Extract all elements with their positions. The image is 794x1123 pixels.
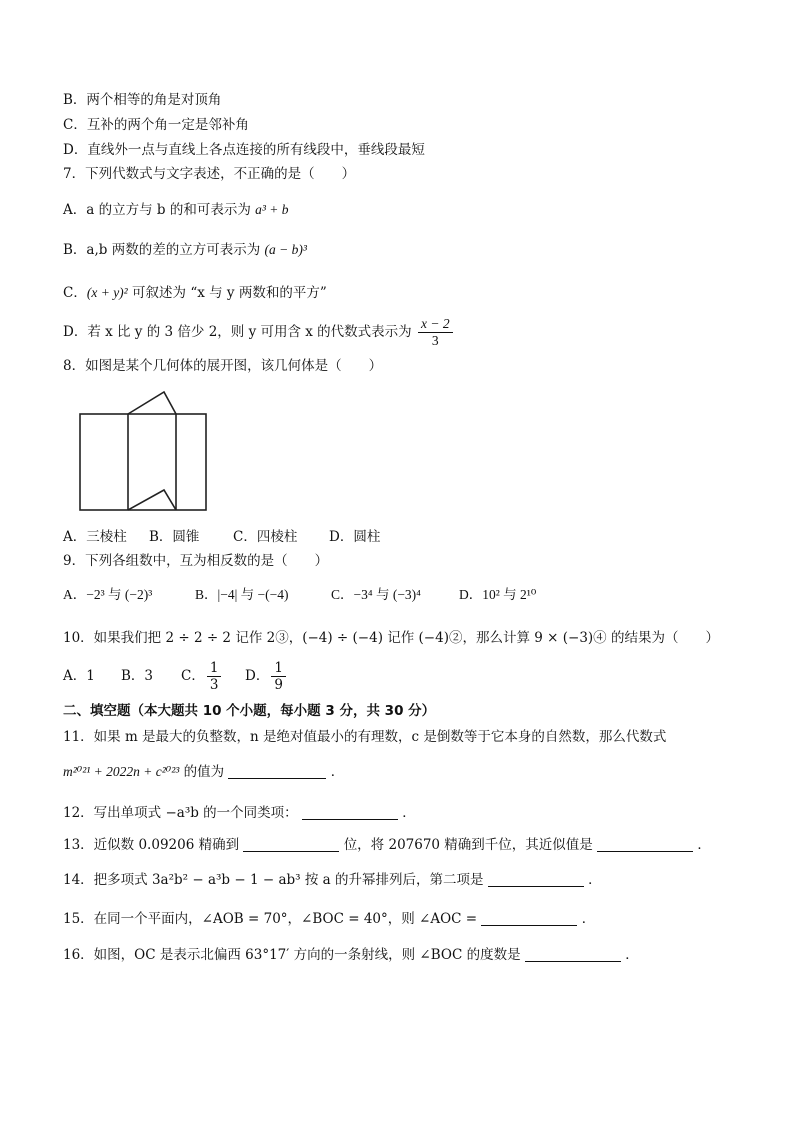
q7-option-d-fraction — [418, 316, 453, 349]
q7-option-b-text: B．a,b 两数的差的立方可表示为 — [63, 242, 261, 258]
q14 — [63, 870, 602, 890]
q13-part2: 位，将 207670 精确到千位，其近似值是 — [343, 837, 593, 853]
q10-option-c-fraction — [207, 660, 222, 693]
q9-option-b: B．|−4| 与 −(−4) — [195, 587, 289, 602]
q13-end: ． — [697, 837, 711, 853]
q8-option-a: A．三棱柱 — [63, 529, 127, 545]
q9-stem: 9．下列各组数中，互为相反数的是（ ） — [63, 553, 329, 569]
q14-text: 14．把多项式 3a²b² − a³b − 1 − ab³ 按 a 的升幂排列后，第二项是 — [63, 872, 484, 888]
q12-answer-blank[interactable] — [302, 805, 398, 820]
q10-option-d-fraction — [271, 660, 286, 693]
q16-text: 16．如图，OC 是表示北偏西 63°17′ 方向的一条射线，则 ∠BOC 的度数是 — [63, 947, 521, 963]
q7-option-c-expr: (x + y)² — [86, 285, 128, 300]
q11-suffix: 的值为 — [183, 764, 225, 780]
q10-option-c-label: C． — [181, 668, 205, 684]
q12 — [63, 803, 416, 823]
q10-option-d-numerator: 1 — [271, 660, 286, 677]
q10-option-c-numerator: 1 — [207, 660, 222, 677]
q7-option-b-expr: (a − b)³ — [264, 242, 307, 257]
q14-end: ． — [588, 872, 602, 888]
q10-option-a: A．1 — [63, 668, 95, 684]
q9-option-a: A．−2³ 与 (−2)³ — [63, 587, 153, 602]
q15 — [63, 909, 595, 929]
q8-options — [63, 527, 380, 547]
section-2-heading: 二、填空题（本大题共 10 个小题，每小题 3 分，共 30 分） — [63, 703, 436, 719]
q10-option-c-denominator: 3 — [209, 677, 219, 693]
q15-answer-blank[interactable] — [481, 911, 577, 926]
q7-option-a-expr: a³ + b — [255, 202, 289, 217]
q13-part1: 13．近似数 0.09206 精确到 — [63, 837, 240, 853]
q8-stem: 8．如图是某个几何体的展开图，该几何体是（ ） — [63, 358, 383, 374]
q6-option-d: D．直线外一点与直线上各点连接的所有线段中，垂线段最短 — [63, 142, 425, 158]
q10-stem: 10．如果我们把 2 ÷ 2 ÷ 2 记作 2③，(−4) ÷ (−4) 记作 (−4)②，那么计算 9 × (−3)④ 的结果为（ ） — [63, 630, 719, 646]
q7-option-b — [63, 240, 307, 260]
q13-answer-blank-1[interactable] — [243, 837, 339, 852]
prism-net-figure — [78, 388, 210, 514]
q10-options — [63, 660, 288, 693]
net-top-triangle — [128, 392, 176, 414]
q12-text: 12．写出单项式 −a³b 的一个同类项： — [63, 805, 298, 821]
q6-option-c: C．互补的两个角一定是邻补角 — [63, 117, 249, 133]
q11-answer-blank[interactable] — [228, 764, 326, 779]
q10-option-d — [245, 660, 288, 693]
q7-option-a — [63, 200, 289, 220]
q8-option-b: B．圆锥 — [149, 529, 200, 545]
q11-end: ． — [330, 764, 345, 780]
q10-option-d-denominator: 9 — [274, 677, 283, 693]
q9-options — [63, 585, 536, 605]
net-outer-rectangle — [80, 414, 206, 510]
q7-option-c — [63, 283, 327, 303]
q11-line1: 11．如果 m 是最大的负整数，n 是绝对值最小的有理数，c 是倒数等于它本身的自然数，那么代数式 — [63, 729, 667, 745]
q10-option-b: B．3 — [121, 668, 154, 684]
q8-option-c: C．四棱柱 — [233, 529, 298, 545]
q8-option-d: D．圆柱 — [329, 529, 381, 545]
q13-answer-blank-2[interactable] — [597, 837, 693, 852]
q7-stem: 7．下列代数式与文字表述，不正确的是（ ） — [63, 166, 356, 182]
q15-end: ． — [581, 911, 596, 927]
q9-option-c: C．−3⁴ 与 (−3)⁴ — [331, 587, 421, 602]
q7-option-c-label: C． — [63, 285, 87, 301]
net-bottom-triangle — [128, 490, 176, 510]
q11-line2 — [63, 762, 344, 782]
q7-option-c-text: 可叙述为 “x 与 y 两数和的平方” — [132, 285, 327, 301]
q13 — [63, 835, 711, 855]
q7-option-d-numerator: x − 2 — [418, 316, 453, 333]
q11-expression: m²⁰²¹ + 2022n + c²⁰²³ — [63, 764, 180, 779]
q10-option-d-label: D． — [245, 668, 270, 684]
q7-option-d — [63, 316, 455, 349]
q14-answer-blank[interactable] — [488, 872, 584, 887]
q15-text: 15．在同一个平面内，∠AOB = 70°，∠BOC = 40°，则 ∠AOC = — [63, 911, 478, 927]
q16 — [63, 945, 639, 965]
q7-option-d-denominator: 3 — [431, 333, 439, 348]
q12-end: ． — [402, 805, 416, 821]
q9-option-d: D．10² 与 2¹⁰ — [459, 587, 537, 602]
q10-option-c — [181, 660, 245, 693]
q7-option-a-text: A．a 的立方与 b 的和可表示为 — [63, 202, 251, 218]
q16-answer-blank[interactable] — [525, 947, 621, 962]
q6-option-b: B．两个相等的角是对顶角 — [63, 92, 222, 108]
q16-end: ． — [625, 947, 639, 963]
q7-option-d-text: D．若 x 比 y 的 3 倍少 2，则 y 可用含 x 的代数式表示为 — [63, 324, 412, 340]
